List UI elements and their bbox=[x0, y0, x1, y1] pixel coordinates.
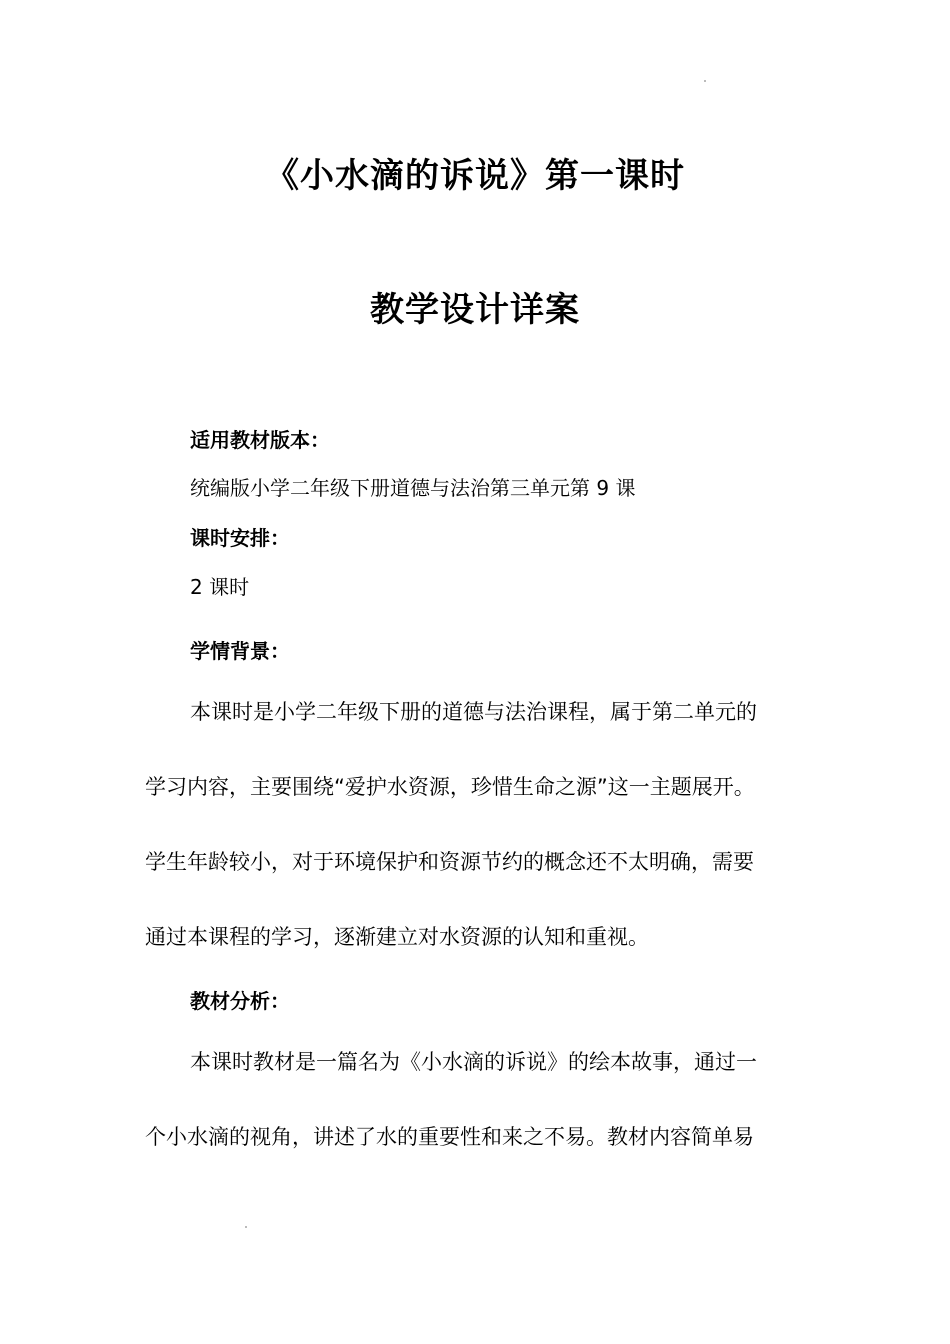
background-label: 学情背景： bbox=[190, 639, 290, 663]
textbook-value: 统编版小学二年级下册道德与法治第三单元第 9 课 bbox=[190, 476, 636, 500]
analysis-line: 本课时教材是一篇名为《小水滴的诉说》的绘本故事，通过一 bbox=[190, 1050, 757, 1074]
document-subtitle: 教学设计详案 bbox=[370, 290, 580, 330]
document-title: 《小水滴的诉说》第一课时 bbox=[265, 156, 685, 196]
corner-mark-bottom bbox=[245, 1226, 247, 1228]
textbook-label: 适用教材版本： bbox=[190, 428, 330, 452]
background-line: 学习内容，主要围绕“爱护水资源，珍惜生命之源”这一主题展开。 bbox=[145, 775, 755, 799]
corner-mark-top bbox=[704, 80, 706, 82]
background-line: 通过本课程的学习，逐渐建立对水资源的认知和重视。 bbox=[145, 925, 649, 949]
background-line: 本课时是小学二年级下册的道德与法治课程，属于第二单元的 bbox=[190, 700, 757, 724]
background-line: 学生年龄较小，对于环境保护和资源节约的概念还不太明确，需要 bbox=[145, 850, 754, 874]
schedule-value: 2 课时 bbox=[190, 575, 250, 599]
schedule-label: 课时安排： bbox=[190, 526, 290, 550]
analysis-line: 个小水滴的视角，讲述了水的重要性和来之不易。教材内容简单易 bbox=[145, 1125, 754, 1149]
analysis-label: 教材分析： bbox=[190, 989, 290, 1013]
